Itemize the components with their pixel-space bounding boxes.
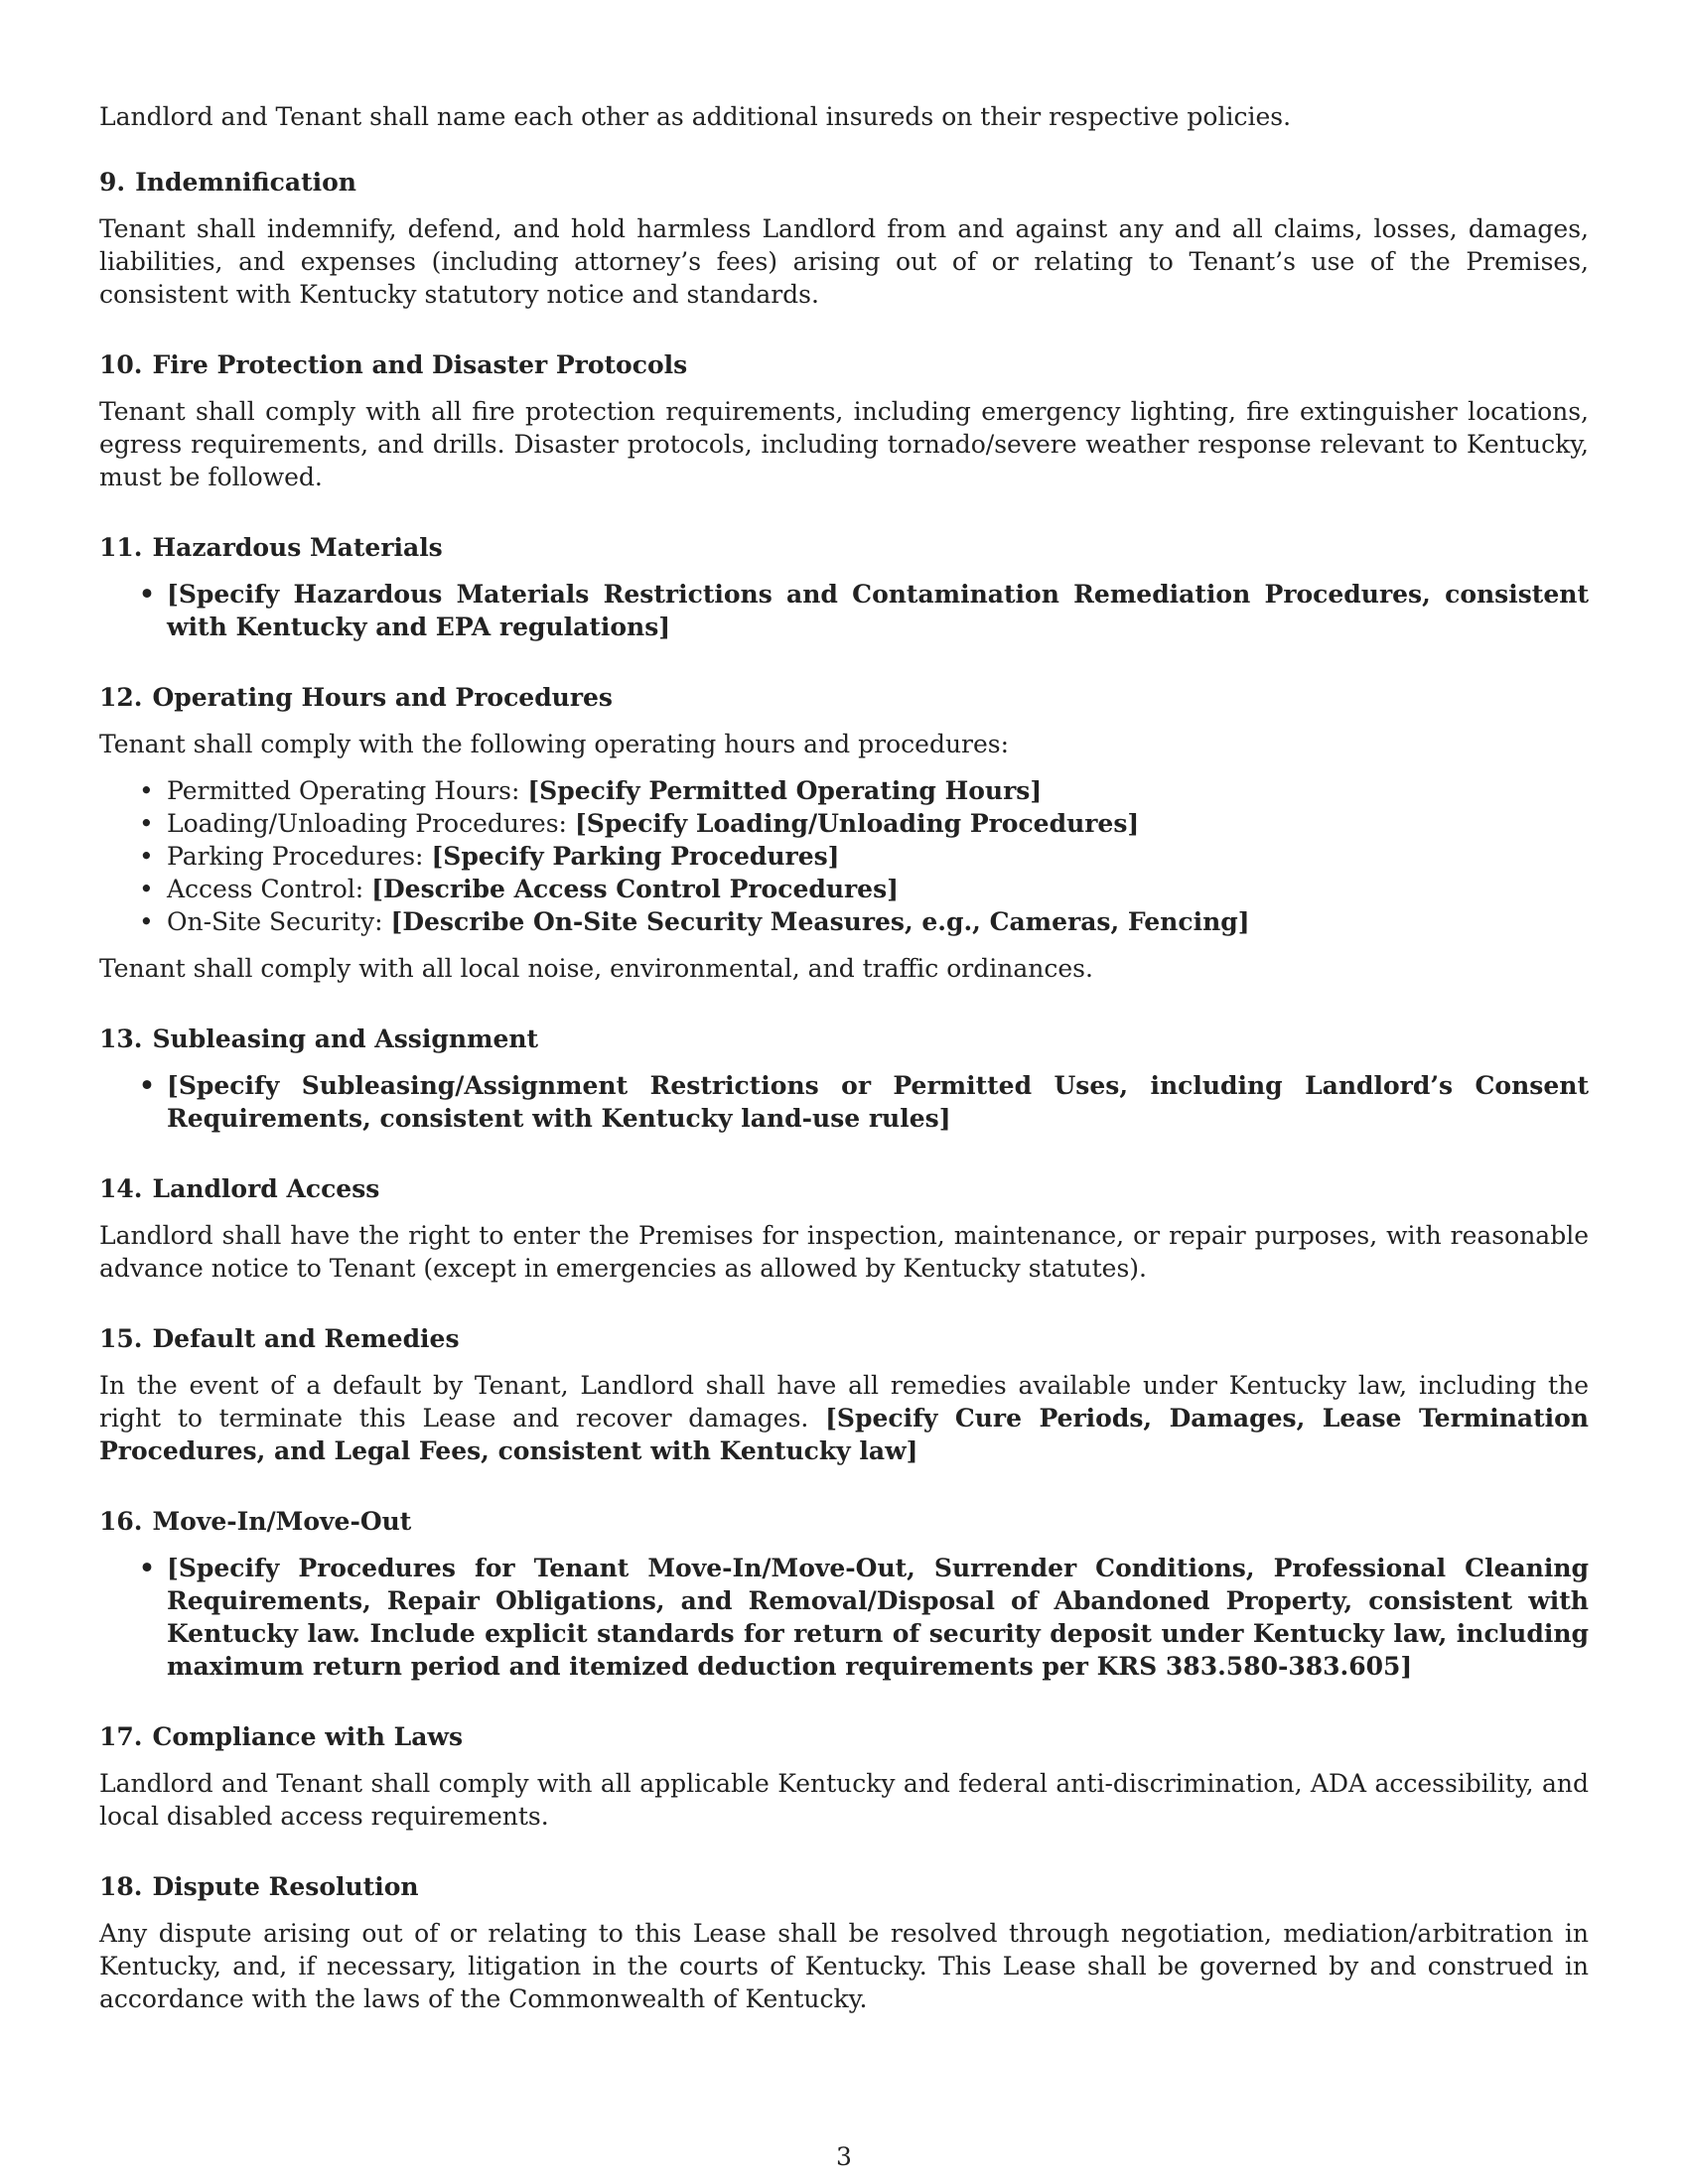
item-placeholder: [Specify Permitted Operating Hours] [527, 776, 1043, 805]
section-heading [99, 1870, 1589, 1903]
section-intro: Tenant shall comply with the following operating hours and procedures: [99, 730, 1010, 758]
list-item: • [Specify Subleasing/Assignment Restrictions or Permitted Uses, including Landlord’s Consent Requirements, consistent with Kentucky land-use rules] [167, 1069, 1589, 1135]
bullet-list [99, 1552, 1589, 1683]
page-number: 3 [836, 2142, 852, 2171]
section-number: 12. [99, 683, 143, 712]
section-heading [99, 1322, 1589, 1355]
item-label: Parking Procedures: [167, 842, 424, 871]
section-hazardous-materials [99, 531, 1589, 643]
section-outro: Tenant shall comply with all local noise, environmental, and traffic ordinances. [99, 954, 1093, 983]
section-number: 10. [99, 350, 143, 379]
item-label: Access Control: [167, 875, 364, 903]
section-heading [99, 1023, 1589, 1055]
item-label: On-Site Security: [167, 907, 383, 936]
procedures-list [99, 774, 1589, 938]
list-item: • [Specify Hazardous Materials Restrictions and Contamination Remediation Procedures, consistent with Kentucky and EPA regulations] [167, 578, 1589, 643]
list-item [167, 807, 1589, 840]
section-compliance-with-laws [99, 1720, 1589, 1833]
section-paragraph: Tenant shall comply with all fire protection requirements, including emergency lighting, fire extinguisher locations, egress requirements, and drills. Disaster protocols, including tornado/severe weather response relevant to Kentucky, must be followed. [99, 397, 1589, 491]
section-paragraph: Any dispute arising out of or relating to this Lease shall be resolved through negotiation, mediation/arbitration in Kentucky, and, if necessary, litigation in the courts of Kentucky. This Lease shall be governed by and construed in accordance with the laws of the Commonwealth of Kentucky. [99, 1919, 1589, 2013]
section-heading [99, 1505, 1589, 1538]
insurance-continuation-paragraph: Landlord and Tenant shall name each other as additional insureds on their respective policies. [99, 102, 1292, 131]
section-paragraph: Landlord and Tenant shall comply with all applicable Kentucky and federal anti-discrimination, ADA accessibility, and local disabled access requirements. [99, 1769, 1589, 1831]
document-body [99, 166, 1589, 2053]
section-move-in-move-out [99, 1505, 1589, 1683]
item-label: Loading/Unloading Procedures: [167, 809, 567, 838]
paragraph-placeholder: [Specify Cure Periods, Damages, Lease Termination Procedures, and Legal Fees, consistent with Kentucky law] [99, 1404, 1589, 1465]
section-indemnification [99, 166, 1589, 311]
section-number: 15. [99, 1324, 143, 1353]
section-title: Compliance with Laws [152, 1722, 464, 1751]
section-number: 17. [99, 1722, 143, 1751]
list-item [167, 873, 1589, 905]
section-title: Fire Protection and Disaster Protocols [152, 350, 688, 379]
section-fire-protection [99, 348, 1589, 493]
section-subleasing [99, 1023, 1589, 1135]
section-heading [99, 1172, 1589, 1205]
section-paragraph: Landlord shall have the right to enter the Premises for inspection, maintenance, or repair purposes, with reasonable advance notice to Tenant (except in emergencies as allowed by Kentucky statutes). [99, 1221, 1589, 1283]
section-dispute-resolution [99, 1870, 1589, 2015]
section-heading [99, 681, 1589, 714]
section-title: Subleasing and Assignment [152, 1024, 539, 1053]
section-operating-hours [99, 681, 1589, 985]
section-number: 16. [99, 1507, 143, 1536]
section-number: 18. [99, 1872, 143, 1901]
section-default-remedies [99, 1322, 1589, 1467]
bullet-list [99, 578, 1589, 643]
bullet-list [99, 1069, 1589, 1135]
section-title: Hazardous Materials [152, 533, 443, 562]
section-title: Landlord Access [152, 1174, 380, 1203]
section-number: 9. [99, 168, 126, 197]
section-heading [99, 531, 1589, 564]
section-title: Operating Hours and Procedures [152, 683, 614, 712]
section-title: Indemnification [135, 168, 356, 197]
item-label: Permitted Operating Hours: [167, 776, 520, 805]
section-paragraph: Tenant shall indemnify, defend, and hold harmless Landlord from and against any and all claims, losses, damages, liabilities, and expenses (including attorney’s fees) arising out of or relating to Tenant’s use of the Premises, consistent with Kentucky statutory notice and standards. [99, 214, 1589, 309]
paragraph-text: In the event of a default by Tenant, Landlord shall have all remedies available under Kentucky law, including the right to terminate this Lease and recover damages. [99, 1371, 1589, 1433]
item-placeholder: [Specify Parking Procedures] [431, 842, 840, 871]
section-paragraph [99, 1369, 1589, 1467]
list-item [167, 905, 1589, 938]
section-heading [99, 166, 1589, 199]
list-item [167, 774, 1589, 807]
section-title: Dispute Resolution [152, 1872, 419, 1901]
item-placeholder: [Describe On-Site Security Measures, e.g., Cameras, Fencing] [390, 907, 1250, 936]
section-landlord-access [99, 1172, 1589, 1285]
section-number: 14. [99, 1174, 143, 1203]
list-item: • [Specify Procedures for Tenant Move-In/Move-Out, Surrender Conditions, Professional Cleaning Requirements, Repair Obligations, and Removal/Disposal of Abandoned Property, consistent with Kentucky law. Include explicit standards for return of security deposit under Kentucky law, including maximum return period and itemized deduction requirements per KRS 383.580-383.605] [167, 1552, 1589, 1683]
item-placeholder: [Specify Loading/Unloading Procedures] [574, 809, 1140, 838]
list-item [167, 840, 1589, 873]
section-heading [99, 1720, 1589, 1753]
section-number: 11. [99, 533, 143, 562]
item-placeholder: [Describe Access Control Procedures] [371, 875, 899, 903]
section-heading [99, 348, 1589, 381]
section-number: 13. [99, 1024, 143, 1053]
section-title: Move-In/Move-Out [152, 1507, 412, 1536]
section-title: Default and Remedies [152, 1324, 460, 1353]
document-page [99, 0, 1589, 2184]
